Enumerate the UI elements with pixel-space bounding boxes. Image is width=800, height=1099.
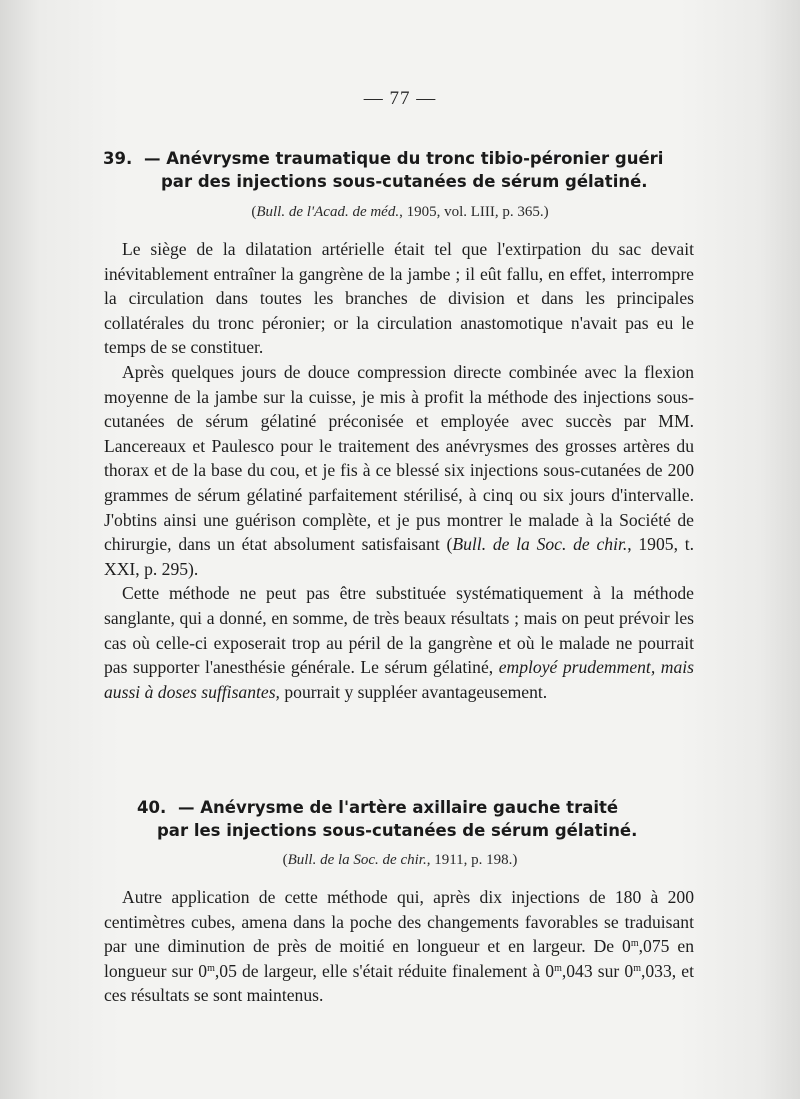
unit-superscript: m bbox=[630, 938, 639, 950]
section-title-line2: par des injections sous-cutanées de sérum gélatiné. bbox=[161, 172, 648, 191]
paragraph-text: ,043 sur 0 bbox=[561, 960, 634, 981]
section-39-heading bbox=[103, 147, 698, 193]
paragraph-text: ,05 de largeur, elle s'était réduite finalement à 0 bbox=[214, 960, 555, 981]
section-40-reference bbox=[0, 852, 800, 869]
paragraph-text: Autre application de cette méthode qui, après dix injections de 180 à 200 centimètres cubes, amena dans la poche des changements favorables se traduisant par une diminution de près de moitié en longueur et en largeur. De 0 bbox=[104, 887, 694, 957]
unit-superscript: m bbox=[633, 962, 641, 974]
reference-rest: , 1905, vol. LIII, p. 365.) bbox=[399, 204, 549, 220]
reference-source: Bull. de la Soc. de chir. bbox=[287, 852, 427, 868]
section-39-body bbox=[104, 237, 694, 704]
paragraph-text: Cette méthode ne peut pas être substituée systématiquement à la méthode sanglante, qui a donné, en somme, de très beaux résultats ; mais on peut prévoir les cas où celle-ci exposerait trop au péril de la gangrène et où le malade ne pourrait pas supporter l'anesthésie générale. Le sérum gélatiné, bbox=[104, 583, 694, 678]
section-dash: — bbox=[143, 149, 161, 168]
paragraph bbox=[104, 581, 694, 704]
paragraph-text-after: , 1905, t. XXI, p. 295). bbox=[104, 534, 694, 579]
paragraph-text: ,075 en longueur sur 0 bbox=[104, 936, 695, 981]
paragraph bbox=[104, 237, 694, 360]
section-39-reference bbox=[0, 204, 800, 221]
paragraph bbox=[104, 885, 694, 1008]
section-number: 40. bbox=[137, 798, 167, 817]
paragraph-italic: Bull. de la Soc. de chir. bbox=[452, 534, 628, 555]
paragraph-text: Le siège de la dilatation artérielle était tel que l'extirpation du sac devait inévitablement entraîner la gangrène de la jambe ; il eût fallu, en effet, interrompre la circulation dans toutes les branches de division et dans les principales collatérales du tronc péronier; or la circulation anastomotique n'avait pas eu le temps de se constituer. bbox=[104, 239, 694, 358]
page-number: — 77 — bbox=[363, 88, 437, 109]
paragraph-text-after: pourrait y suppléer avantageusement. bbox=[279, 681, 548, 702]
section-number: 39. bbox=[103, 149, 133, 168]
reference-source: Bull. de l'Acad. de méd. bbox=[256, 204, 400, 220]
section-dash: — bbox=[177, 798, 195, 817]
unit-superscript: m bbox=[207, 962, 215, 974]
section-40-heading bbox=[137, 796, 697, 842]
reference-open: ( bbox=[282, 852, 288, 868]
paragraph-text: ,033, et ces résultats se sont maintenus. bbox=[104, 960, 694, 1006]
paragraph-text: Après quelques jours de douce compression directe combinée avec la flexion moyenne de la jambe sur la cuisse, je mis à profit la méthode des injections sous-cutanées de sérum gélatiné préconisée et employée avec succès par MM. Lancereaux et Paulesco pour le traitement des anévrysmes des grosses artères du thorax et de la base du cou, et je fis à ce blessé six injections sous-cutanées de 200 grammes de sérum gélatiné parfaitement stérilisé, à cinq ou six jours d'intervalle. J'obtins ainsi une guérison complète, et je pus montrer le malade à la Société de chirurgie, dans un état absolument satisfaisant ( bbox=[104, 361, 694, 555]
unit-superscript: m bbox=[554, 962, 562, 974]
section-title-line1: Anévrysme traumatique du tronc tibio-péronier guéri bbox=[166, 149, 664, 168]
paragraph bbox=[104, 360, 694, 581]
section-title-line1: Anévrysme de l'artère axillaire gauche traité bbox=[200, 798, 619, 817]
reference-rest: , 1911, p. 198.) bbox=[426, 852, 518, 868]
section-40-body bbox=[104, 885, 694, 1008]
paragraph-italic: employé prudemment, mais aussi à doses suffisantes, bbox=[104, 657, 694, 702]
reference-open: ( bbox=[251, 204, 257, 220]
section-title-line2: par les injections sous-cutanées de sérum gélatiné. bbox=[157, 821, 638, 840]
